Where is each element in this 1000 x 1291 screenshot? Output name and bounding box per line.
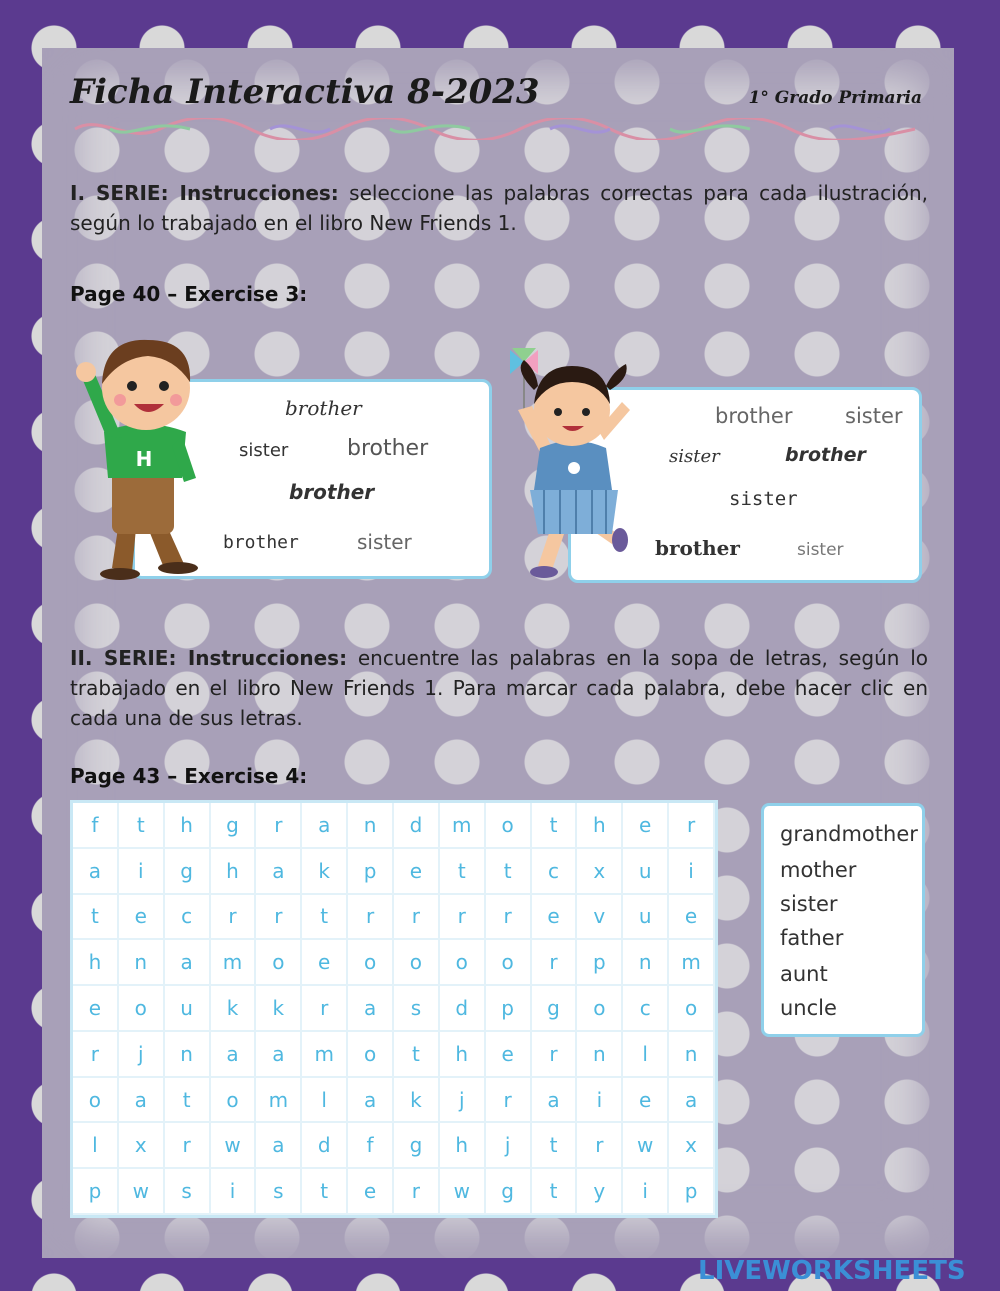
word-option[interactable]: brother xyxy=(715,404,793,428)
grid-letter-cell[interactable]: n xyxy=(165,1032,211,1078)
grid-letter-cell[interactable]: p xyxy=(73,1169,119,1215)
grid-letter-cell[interactable]: r xyxy=(669,803,715,849)
word-option[interactable]: brother xyxy=(655,536,740,560)
grid-letter-cell[interactable]: a xyxy=(73,849,119,895)
grid-letter-cell[interactable]: t xyxy=(394,1032,440,1078)
grid-letter-cell[interactable]: x xyxy=(669,1123,715,1169)
grid-letter-cell[interactable]: i xyxy=(623,1169,669,1215)
word-option[interactable]: sister xyxy=(845,404,903,428)
grid-letter-cell[interactable]: s xyxy=(394,986,440,1032)
boy-illustration xyxy=(74,328,214,580)
grid-letter-cell[interactable]: t xyxy=(165,1078,211,1124)
grid-letter-cell[interactable]: p xyxy=(577,940,623,986)
grid-letter-cell[interactable]: n xyxy=(577,1032,623,1078)
grid-letter-cell[interactable]: t xyxy=(532,1123,578,1169)
word-option[interactable]: sister xyxy=(729,488,798,510)
grid-letter-cell[interactable]: r xyxy=(440,895,486,941)
grid-letter-cell[interactable]: h xyxy=(440,1032,486,1078)
word-list-item: father xyxy=(780,926,844,950)
section2-instructions xyxy=(70,643,928,733)
grid-letter-cell[interactable]: g xyxy=(394,1123,440,1169)
word-option[interactable]: brother xyxy=(347,436,429,461)
grid-letter-cell[interactable]: r xyxy=(532,940,578,986)
section1-label: I. SERIE: Instrucciones: xyxy=(70,181,339,205)
grid-letter-cell[interactable]: r xyxy=(256,803,302,849)
word-search-grid xyxy=(70,800,718,1218)
grid-letter-cell[interactable]: a xyxy=(211,1032,257,1078)
grid-letter-cell[interactable]: r xyxy=(532,1032,578,1078)
grid-letter-cell[interactable]: t xyxy=(532,1169,578,1215)
grid-letter-cell[interactable]: i xyxy=(119,849,165,895)
grid-letter-cell[interactable]: r xyxy=(486,1078,532,1124)
grid-letter-cell[interactable]: h xyxy=(211,849,257,895)
grid-letter-cell[interactable]: w xyxy=(211,1123,257,1169)
grid-letter-cell[interactable]: n xyxy=(669,1032,715,1078)
grid-letter-cell[interactable]: d xyxy=(302,1123,348,1169)
word-list-box xyxy=(761,803,925,1037)
grid-letter-cell[interactable]: a xyxy=(302,803,348,849)
grid-letter-cell[interactable]: e xyxy=(73,986,119,1032)
girl-illustration xyxy=(494,330,634,582)
grid-letter-cell[interactable]: s xyxy=(165,1169,211,1215)
grid-letter-cell[interactable]: f xyxy=(348,1123,394,1169)
grid-letter-cell[interactable]: a xyxy=(256,1123,302,1169)
exercise3-heading: Page 40 – Exercise 3: xyxy=(70,282,308,306)
grid-letter-cell[interactable]: r xyxy=(577,1123,623,1169)
grid-letter-cell[interactable]: n xyxy=(119,940,165,986)
grid-letter-cell[interactable]: r xyxy=(394,895,440,941)
decorative-swirl-divider xyxy=(70,118,920,140)
grid-letter-cell[interactable]: f xyxy=(73,803,119,849)
grid-letter-cell[interactable]: o xyxy=(394,940,440,986)
section1-text: seleccione las palabras correctas para cada ilustración, según lo trabajado en el libro New Friends 1. xyxy=(70,181,928,235)
grid-letter-cell[interactable]: r xyxy=(73,1032,119,1078)
grid-letter-cell[interactable]: a xyxy=(256,849,302,895)
grid-letter-cell[interactable]: e xyxy=(348,1169,394,1215)
grid-letter-cell[interactable]: d xyxy=(440,986,486,1032)
grid-letter-cell[interactable]: u xyxy=(623,895,669,941)
grid-letter-cell[interactable]: k xyxy=(256,986,302,1032)
word-list-item: mother xyxy=(780,858,857,882)
grid-letter-cell[interactable]: t xyxy=(440,849,486,895)
grid-letter-cell[interactable]: a xyxy=(669,1078,715,1124)
word-option[interactable]: brother xyxy=(289,480,375,504)
grid-letter-cell[interactable]: m xyxy=(302,1032,348,1078)
grid-letter-cell[interactable]: u xyxy=(623,849,669,895)
grid-letter-cell[interactable]: c xyxy=(623,986,669,1032)
word-list-item: grandmother xyxy=(780,822,918,846)
grid-letter-cell[interactable]: m xyxy=(669,940,715,986)
grid-letter-cell[interactable]: y xyxy=(577,1169,623,1215)
grid-letter-cell[interactable]: h xyxy=(577,803,623,849)
grid-letter-cell[interactable]: t xyxy=(532,803,578,849)
grid-letter-cell[interactable]: r xyxy=(394,1169,440,1215)
grid-letter-cell[interactable]: d xyxy=(394,803,440,849)
grid-letter-cell[interactable]: w xyxy=(119,1169,165,1215)
grid-letter-cell[interactable]: r xyxy=(211,895,257,941)
grid-letter-cell[interactable]: l xyxy=(623,1032,669,1078)
grid-letter-cell[interactable]: r xyxy=(256,895,302,941)
grid-letter-cell[interactable]: e xyxy=(623,803,669,849)
grid-letter-cell[interactable]: e xyxy=(669,895,715,941)
grid-letter-cell[interactable]: l xyxy=(73,1123,119,1169)
grid-letter-cell[interactable]: p xyxy=(486,986,532,1032)
grid-letter-cell[interactable]: o xyxy=(211,1078,257,1124)
grid-letter-cell[interactable]: a xyxy=(348,986,394,1032)
grid-letter-cell[interactable]: a xyxy=(348,1078,394,1124)
grid-letter-cell[interactable]: r xyxy=(165,1123,211,1169)
grid-letter-cell[interactable]: i xyxy=(669,849,715,895)
grid-letter-cell[interactable]: t xyxy=(486,849,532,895)
grid-letter-cell[interactable]: g xyxy=(165,849,211,895)
word-option[interactable]: sister xyxy=(797,540,844,560)
word-option[interactable]: brother xyxy=(285,396,362,420)
grid-letter-cell[interactable]: r xyxy=(486,895,532,941)
grid-letter-cell[interactable]: u xyxy=(165,986,211,1032)
grid-letter-cell[interactable]: e xyxy=(119,895,165,941)
word-list-item: uncle xyxy=(780,996,837,1020)
word-option[interactable]: sister xyxy=(669,446,720,467)
grid-letter-cell[interactable]: c xyxy=(532,849,578,895)
word-option[interactable]: brother xyxy=(785,444,866,466)
grid-letter-cell[interactable]: h xyxy=(73,940,119,986)
grid-letter-cell[interactable]: k xyxy=(394,1078,440,1124)
grid-letter-cell[interactable]: o xyxy=(486,940,532,986)
grid-letter-cell[interactable]: o xyxy=(73,1078,119,1124)
grid-letter-cell[interactable]: j xyxy=(119,1032,165,1078)
grid-letter-cell[interactable]: a xyxy=(532,1078,578,1124)
grid-letter-cell[interactable]: m xyxy=(211,940,257,986)
grid-letter-cell[interactable]: g xyxy=(532,986,578,1032)
grid-letter-cell[interactable]: x xyxy=(577,849,623,895)
section1-instructions xyxy=(70,178,928,238)
grid-letter-cell[interactable]: o xyxy=(669,986,715,1032)
grid-letter-cell[interactable]: s xyxy=(256,1169,302,1215)
grid-letter-cell[interactable]: w xyxy=(623,1123,669,1169)
grid-letter-cell[interactable]: k xyxy=(302,849,348,895)
grid-letter-cell[interactable]: k xyxy=(211,986,257,1032)
grid-letter-cell[interactable]: g xyxy=(211,803,257,849)
word-option[interactable]: sister xyxy=(357,530,412,554)
grid-letter-cell[interactable]: t xyxy=(302,895,348,941)
grid-letter-cell[interactable]: e xyxy=(623,1078,669,1124)
shirt-letter: H xyxy=(135,447,153,471)
grid-letter-cell[interactable]: e xyxy=(532,895,578,941)
worksheet-title: Ficha Interactiva 8-2023 xyxy=(70,72,540,112)
word-option[interactable]: sister xyxy=(239,440,289,461)
grid-letter-cell[interactable]: t xyxy=(73,895,119,941)
grid-letter-cell[interactable]: t xyxy=(119,803,165,849)
grid-letter-cell[interactable]: o xyxy=(440,940,486,986)
grid-letter-cell[interactable]: x xyxy=(119,1123,165,1169)
grid-letter-cell[interactable]: o xyxy=(577,986,623,1032)
liveworksheets-logo[interactable]: LIVEWORKSHEETS xyxy=(698,1256,966,1286)
grid-letter-cell[interactable]: m xyxy=(256,1078,302,1124)
grid-letter-cell[interactable]: p xyxy=(348,849,394,895)
grid-letter-cell[interactable]: e xyxy=(486,1032,532,1078)
grade-label: 1° Grado Primaria xyxy=(748,88,922,108)
grid-letter-cell[interactable]: h xyxy=(165,803,211,849)
section2-label: II. SERIE: Instrucciones: xyxy=(70,646,348,670)
grid-letter-cell[interactable]: j xyxy=(486,1123,532,1169)
grid-letter-cell[interactable]: o xyxy=(486,803,532,849)
grid-letter-cell[interactable]: j xyxy=(440,1078,486,1124)
grid-letter-cell[interactable]: n xyxy=(623,940,669,986)
grid-letter-cell[interactable]: v xyxy=(577,895,623,941)
grid-letter-cell[interactable]: h xyxy=(440,1123,486,1169)
grid-letter-cell[interactable]: c xyxy=(165,895,211,941)
grid-letter-cell[interactable]: o xyxy=(119,986,165,1032)
grid-letter-cell[interactable]: e xyxy=(302,940,348,986)
grid-letter-cell[interactable]: o xyxy=(348,940,394,986)
grid-letter-cell[interactable]: m xyxy=(440,803,486,849)
grid-letter-cell[interactable]: g xyxy=(486,1169,532,1215)
word-list-item: sister xyxy=(780,892,838,916)
word-list-item: aunt xyxy=(780,962,828,986)
grid-letter-cell[interactable]: i xyxy=(577,1078,623,1124)
grid-letter-cell[interactable]: o xyxy=(256,940,302,986)
grid-letter-cell[interactable]: t xyxy=(302,1169,348,1215)
grid-letter-cell[interactable]: a xyxy=(165,940,211,986)
grid-letter-cell[interactable]: l xyxy=(302,1078,348,1124)
grid-letter-cell[interactable]: w xyxy=(440,1169,486,1215)
grid-letter-cell[interactable]: n xyxy=(348,803,394,849)
grid-letter-cell[interactable]: p xyxy=(669,1169,715,1215)
grid-letter-cell[interactable]: a xyxy=(256,1032,302,1078)
grid-letter-cell[interactable]: r xyxy=(348,895,394,941)
word-option[interactable]: brother xyxy=(223,532,299,553)
grid-letter-cell[interactable]: o xyxy=(348,1032,394,1078)
grid-letter-cell[interactable]: i xyxy=(211,1169,257,1215)
exercise4-heading: Page 43 – Exercise 4: xyxy=(70,764,308,788)
section2-text: encuentre las palabras en la sopa de letras, según lo trabajado en el libro New Friends 1. Para marcar cada palabra, debe hacer clic en cada una de sus letras. xyxy=(70,646,929,730)
grid-letter-cell[interactable]: e xyxy=(394,849,440,895)
grid-letter-cell[interactable]: a xyxy=(119,1078,165,1124)
grid-letter-cell[interactable]: r xyxy=(302,986,348,1032)
